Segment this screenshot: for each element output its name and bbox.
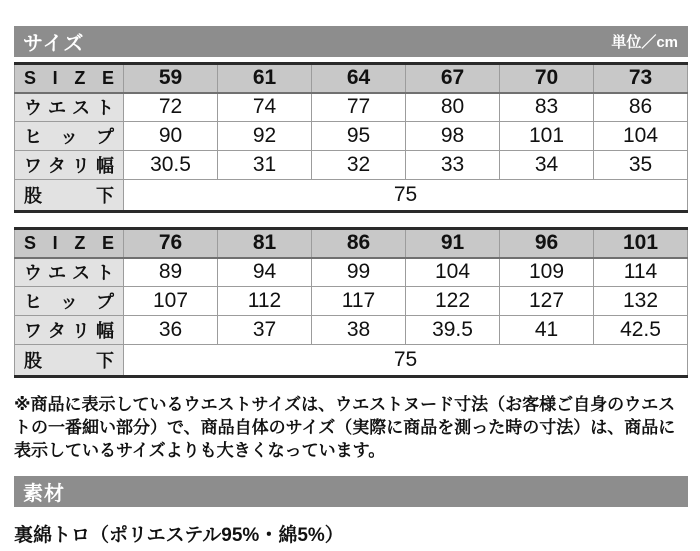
material-section-header: [14, 476, 688, 507]
hip-value: 127: [500, 287, 594, 316]
size-header-row: [15, 64, 688, 93]
row-label-size: S I Z E: [15, 229, 124, 258]
size-section-title: サイズ: [23, 33, 85, 55]
size-value: 59: [124, 64, 218, 93]
inseam-value: 75: [124, 180, 688, 212]
inseam-row: [15, 180, 688, 212]
inseam-row: [15, 345, 688, 377]
hip-value: 117: [312, 287, 406, 316]
inseam-value: 75: [124, 345, 688, 377]
thigh-width-value: 37: [218, 316, 312, 345]
material-section-title: 素材: [23, 483, 65, 505]
waist-value: 89: [124, 258, 218, 287]
thigh-width-row: [15, 316, 688, 345]
size-chart-page: [14, 0, 688, 547]
size-value: 76: [124, 229, 218, 258]
waist-value: 80: [406, 93, 500, 122]
thigh-width-value: 31: [218, 151, 312, 180]
thigh-width-row: [15, 151, 688, 180]
waist-value: 114: [594, 258, 688, 287]
row-label-thigh-width: ワタリ幅: [15, 151, 124, 180]
size-table-small: [14, 62, 688, 213]
size-table-large: [14, 227, 688, 378]
thigh-width-value: 32: [312, 151, 406, 180]
thigh-width-value: 42.5: [594, 316, 688, 345]
material-description: 裏綿トロ（ポリエステル95%・綿5%）: [14, 525, 344, 546]
hip-value: 95: [312, 122, 406, 151]
thigh-width-value: 33: [406, 151, 500, 180]
waist-value: 74: [218, 93, 312, 122]
waist-value: 72: [124, 93, 218, 122]
waist-value: 99: [312, 258, 406, 287]
thigh-width-value: 39.5: [406, 316, 500, 345]
hip-value: 122: [406, 287, 500, 316]
hip-value: 98: [406, 122, 500, 151]
row-label-waist: ウエスト: [15, 258, 124, 287]
hip-value: 104: [594, 122, 688, 151]
hip-value: 101: [500, 122, 594, 151]
row-label-hip: ヒ ッ プ: [15, 122, 124, 151]
waist-value: 104: [406, 258, 500, 287]
size-value: 91: [406, 229, 500, 258]
waist-value: 83: [500, 93, 594, 122]
thigh-width-value: 30.5: [124, 151, 218, 180]
size-value: 67: [406, 64, 500, 93]
row-label-waist: ウエスト: [15, 93, 124, 122]
hip-row: [15, 122, 688, 151]
row-label-size: S I Z E: [15, 64, 124, 93]
waist-row: [15, 258, 688, 287]
row-label-inseam: 股 下: [15, 345, 124, 377]
row-label-thigh-width: ワタリ幅: [15, 316, 124, 345]
size-value: 73: [594, 64, 688, 93]
thigh-width-value: 38: [312, 316, 406, 345]
thigh-width-value: 35: [594, 151, 688, 180]
unit-label: 単位／cm: [611, 34, 678, 51]
size-section-header: [14, 26, 688, 57]
waist-value: 77: [312, 93, 406, 122]
size-value: 86: [312, 229, 406, 258]
waist-value: 94: [218, 258, 312, 287]
size-value: 96: [500, 229, 594, 258]
size-value: 64: [312, 64, 406, 93]
size-value: 81: [218, 229, 312, 258]
row-label-inseam: 股 下: [15, 180, 124, 212]
waist-size-note: ※商品に表示しているウエストサイズは、ウエストヌード寸法（お客様ご自身のウエストの一番細い部分）で、商品自体のサイズ（実際に商品を測った時の寸法）は、商品に表示しているサイズよりも大きくなっています。: [14, 395, 676, 460]
size-header-row: [15, 229, 688, 258]
thigh-width-value: 41: [500, 316, 594, 345]
hip-row: [15, 287, 688, 316]
hip-value: 112: [218, 287, 312, 316]
thigh-width-value: 34: [500, 151, 594, 180]
size-value: 70: [500, 64, 594, 93]
size-value: 101: [594, 229, 688, 258]
size-value: 61: [218, 64, 312, 93]
thigh-width-value: 36: [124, 316, 218, 345]
waist-value: 86: [594, 93, 688, 122]
hip-value: 92: [218, 122, 312, 151]
waist-value: 109: [500, 258, 594, 287]
hip-value: 90: [124, 122, 218, 151]
hip-value: 107: [124, 287, 218, 316]
row-label-hip: ヒ ッ プ: [15, 287, 124, 316]
hip-value: 132: [594, 287, 688, 316]
waist-row: [15, 93, 688, 122]
